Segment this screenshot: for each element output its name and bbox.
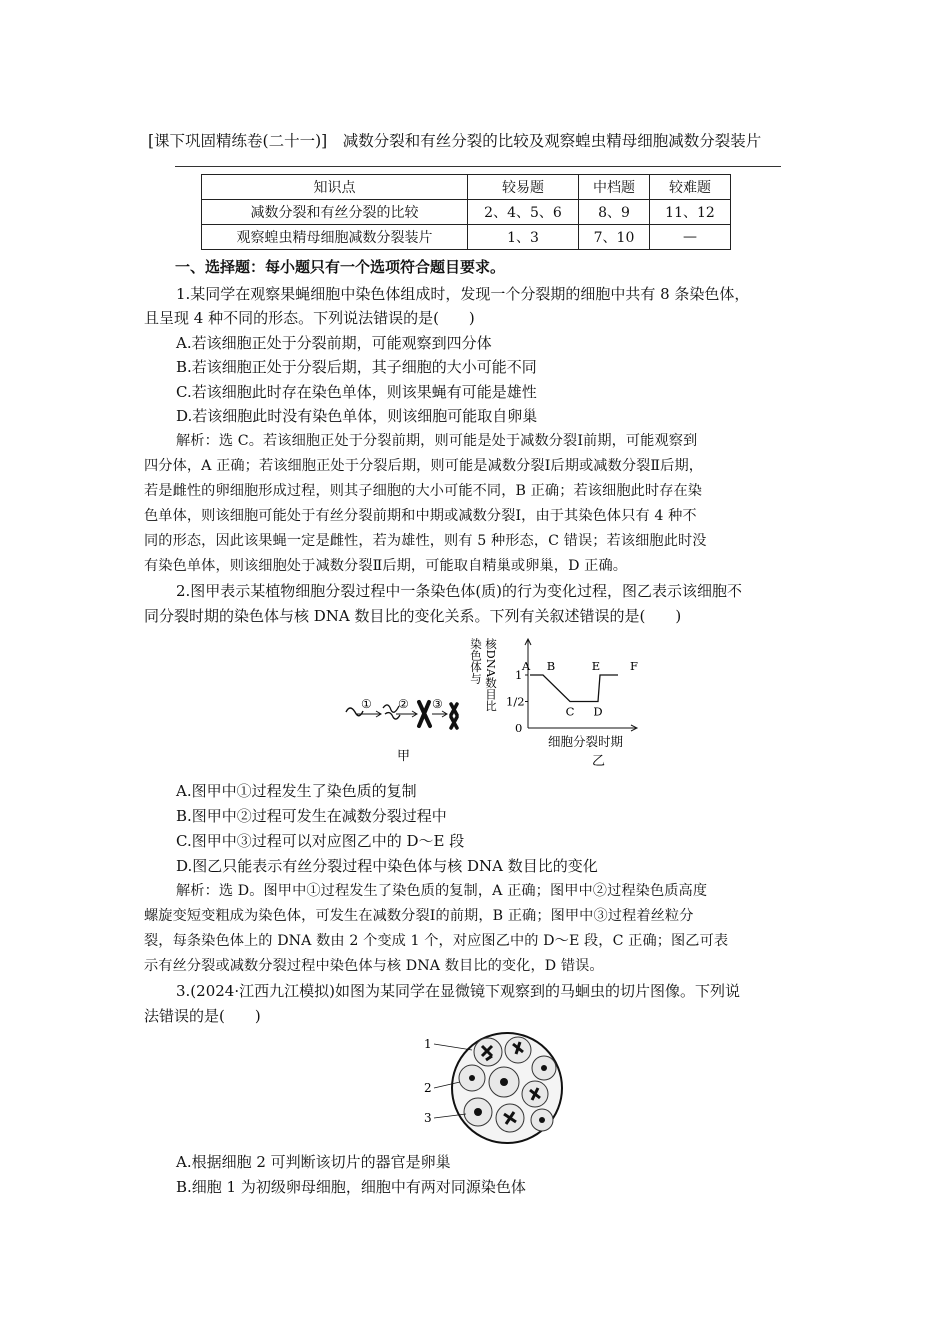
step-label: ③ <box>432 697 443 711</box>
nucleus-mark <box>474 1108 482 1116</box>
q3-stem-line: 3.(2024·江西九江模拟)如图为某同学在显微镜下观察到的马蛔虫的切片图像。下列说 <box>176 982 740 1000</box>
q2-option-d: D.图乙只能表示有丝分裂过程中染色体与核 DNA 数目比的变化 <box>176 857 598 875</box>
point-label: C <box>565 704 575 719</box>
table-cell: 1、3 <box>468 225 579 250</box>
figure-yi-label: 乙 <box>592 754 606 769</box>
q1-option-a: A.若该细胞正处于分裂前期，可能观察到四分体 <box>176 334 492 352</box>
q3-stem-line: 法错误的是( ) <box>144 1007 261 1025</box>
q3-micrograph-figure <box>420 1030 570 1148</box>
table-cell: 减数分裂和有丝分裂的比较 <box>202 200 468 225</box>
table-cell: — <box>650 225 731 250</box>
q2-stem-line: 2.图甲表示某植物细胞分裂过程中一条染色体(质)的行为变化过程，图乙表示该细胞不 <box>176 582 743 600</box>
q1-explanation-line: 色单体，则该细胞可能处于有丝分裂前期和中期或减数分裂Ⅰ，由于其染色体只有 4 种不 <box>144 508 697 524</box>
table-cell: 2、4、5、6 <box>468 200 579 225</box>
figure-jia <box>346 697 457 764</box>
condensed-chromosome-icon <box>419 702 430 726</box>
nucleus-mark <box>469 1075 475 1081</box>
nucleus-mark <box>539 1117 545 1123</box>
y-tick-group <box>506 668 528 735</box>
q2-option-a: A.图甲中①过程发生了染色质的复制 <box>176 782 417 800</box>
separated-chromatid-icon <box>451 717 457 728</box>
page-title: [课下巩固精练卷(二十一)] 减数分裂和有丝分裂的比较及观察蝗虫精母细胞减数分裂装片 <box>148 132 762 150</box>
q1-stem-line: 且呈现 4 种不同的形态。下列说法错误的是( ) <box>144 309 475 327</box>
figure-jia-label: 甲 <box>397 749 411 764</box>
cell-label-2: 2 <box>424 1081 432 1095</box>
table-cell: 8、9 <box>579 200 650 225</box>
figure-yi-chart <box>469 637 638 769</box>
point-label: A <box>521 659 531 673</box>
table-header-cell: 中档题 <box>579 175 650 200</box>
y-tick-label: 0 <box>515 721 523 735</box>
q1-option-d: D.若该细胞此时没有染色单体，则该细胞可能取自卵巢 <box>176 407 538 425</box>
q1-option-b: B.若该细胞正处于分裂后期，其子细胞的大小可能不同 <box>176 358 537 376</box>
q2-option-b: B.图甲中②过程可发生在减数分裂过程中 <box>176 807 447 825</box>
y-tick-label: 1/2 <box>506 694 525 709</box>
nucleus-mark <box>500 1078 508 1086</box>
section-heading: 一、选择题：每小题只有一个选项符合题目要求。 <box>175 258 506 276</box>
q1-stem-line: 1.某同学在观察果蝇细胞中染色体组成时，发现一个分裂期的细胞中共有 8 条染色体， <box>176 285 750 303</box>
q1-explanation-line: 同的形态，因此该果蝇一定是雌性，若为雄性，则有 5 种形态，C 错误；若该细胞此时没 <box>144 533 707 549</box>
table-header-row <box>202 175 731 200</box>
y-axis-label-line: 染色体与 <box>469 638 483 684</box>
separated-chromatid-icon <box>451 704 457 715</box>
title-divider <box>175 166 781 167</box>
q1-explanation-line: 若是雌性的卵细胞形成过程，则其子细胞的大小可能不同，B 正确；若该细胞此时存在染 <box>144 483 703 499</box>
table-cell: 观察蝗虫精母细胞减数分裂装片 <box>202 225 468 250</box>
table-row <box>202 200 731 225</box>
table-header-cell: 较易题 <box>468 175 579 200</box>
point-label: F <box>630 659 638 673</box>
q2-stem-line: 同分裂时期的染色体与核 DNA 数目比的变化关系。下列有关叙述错误的是( ) <box>144 607 682 625</box>
table-cell: 11、12 <box>650 200 731 225</box>
y-axis-label-line: 核DNA数目比 <box>484 638 498 712</box>
label-pointer-line <box>434 1044 472 1050</box>
q1-option-c: C.若该细胞此时存在染色单体，则该果蝇有可能是雄性 <box>176 383 537 401</box>
step-label: ② <box>398 697 409 711</box>
table-row <box>202 225 731 250</box>
nucleus-mark <box>541 1065 547 1071</box>
x-axis-label: 细胞分裂时期 <box>548 734 624 749</box>
q3-option-a: A.根据细胞 2 可判断该切片的器官是卵巢 <box>176 1153 451 1171</box>
table-header-cell: 较难题 <box>650 175 731 200</box>
q1-explanation-line: 有染色单体，则该细胞处于减数分裂Ⅱ后期，可能取自精巢或卵巢，D 正确。 <box>144 558 628 574</box>
q1-explanation-line: 四分体，A 正确；若该细胞正处于分裂后期，则可能是减数分裂Ⅰ后期或减数分裂Ⅱ后期， <box>144 458 704 474</box>
q2-explanation-line: 裂，每条染色体上的 DNA 数由 2 个变成 1 个，对应图乙中的 D～E 段，C 正确；图乙可表 <box>144 933 729 949</box>
q2-explanation-line: 解析：选 D。图甲中①过程发生了染色质的复制，A 正确；图甲中②过程染色质高度 <box>176 883 708 899</box>
point-label: E <box>591 659 601 673</box>
cell-label-3: 3 <box>424 1111 432 1125</box>
chart-plot-area <box>521 659 638 719</box>
table-cell: 7、10 <box>579 225 650 250</box>
point-label: B <box>546 659 556 673</box>
cell-label-1: 1 <box>424 1037 432 1051</box>
step-label: ① <box>361 697 372 711</box>
q3-option-b: B.细胞 1 为初级卵母细胞，细胞中有两对同源染色体 <box>176 1178 526 1196</box>
q1-explanation-line: 解析：选 C。若该细胞正处于分裂前期，则可能是处于减数分裂Ⅰ前期，可能观察到 <box>176 433 698 449</box>
q2-explanation-line: 示有丝分裂或减数分裂过程中染色体与核 DNA 数目比的变化，D 错误。 <box>144 958 604 974</box>
q2-option-c: C.图甲中③过程可以对应图乙中的 D～E 段 <box>176 832 465 850</box>
ratio-series-line <box>530 675 618 702</box>
point-label: D <box>593 704 603 719</box>
y-tick-label: 1 <box>515 668 523 682</box>
knowledge-point-table <box>201 174 731 250</box>
q2-explanation-line: 螺旋变短变粗成为染色体，可发生在减数分裂Ⅰ的前期，B 正确；图甲中③过程着丝粒分 <box>144 908 694 924</box>
table-header-cell: 知识点 <box>202 175 468 200</box>
q2-figure <box>330 628 660 774</box>
